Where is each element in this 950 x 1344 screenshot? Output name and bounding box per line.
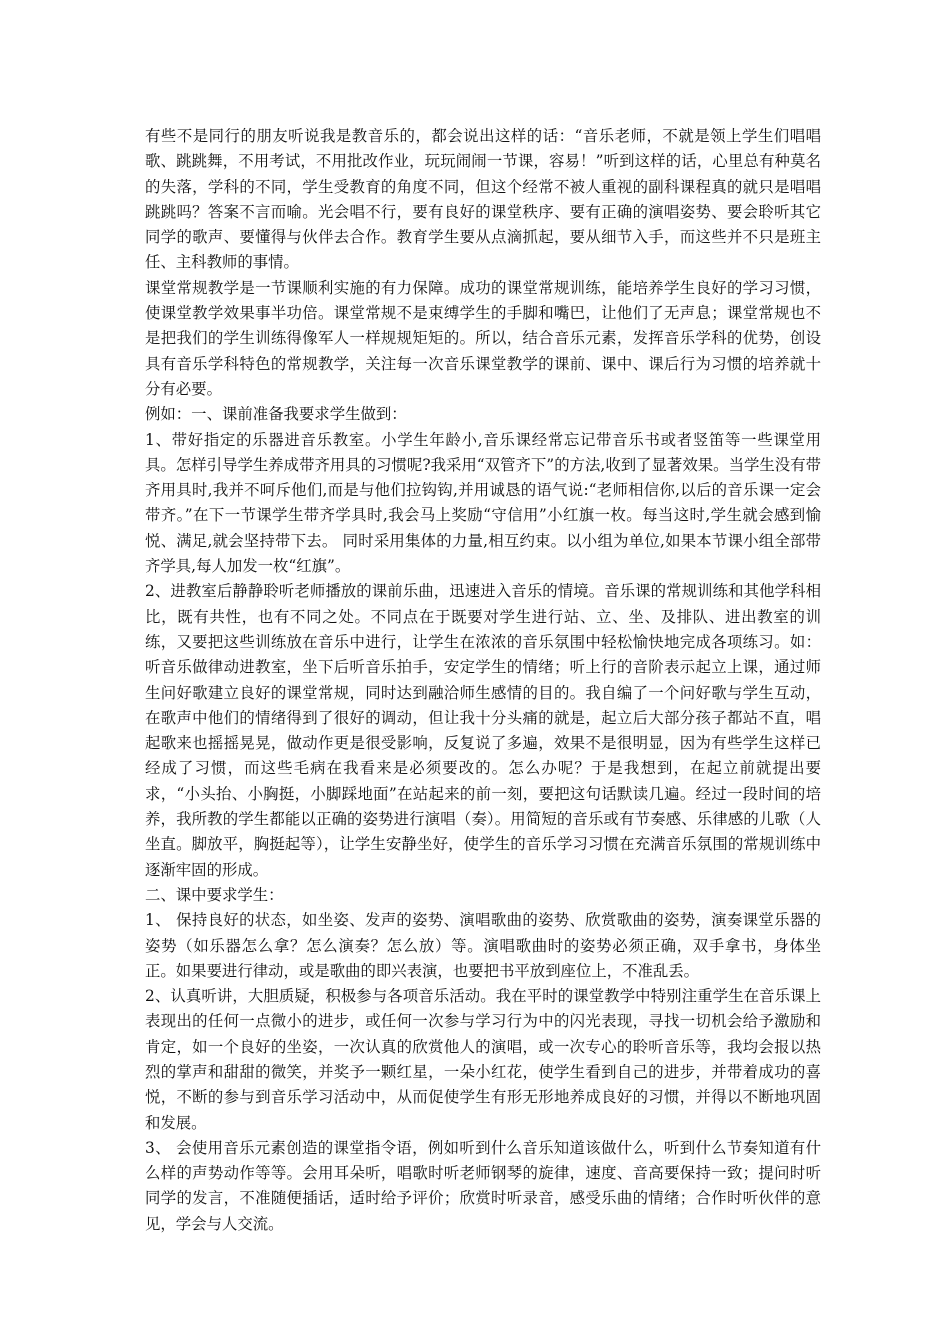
paragraph-intro: 有些不是同行的朋友听说我是教音乐的，都会说出这样的话：“音乐老师，不就是领上学生们唱唱歌、跳跳舞，不用考试，不用批改作业，玩玩闹闹一节课，容易！”听到这样的话，心里总有种莫名的失落，学科的不同，学生受教育的角度不同，但这个经常不被人重视的副科课程真的就只是唱唱跳跳吗？答案不言而喻。光会唱不行，要有良好的课堂秩序、要有正确的演唱姿势、要会聆听其它同学的歌声、要懂得与伙伴去合作。教育学生要从点滴抓起，要从细节入手，而这些并不只是班主任、主科教师的事情。 <box>145 127 821 272</box>
paragraph-item-1-instruments: 1、带好指定的乐器进音乐教室。小学生年龄小,音乐课经常忘记带音乐书或者竖笛等一些课堂用具。怎样引导学生养成带齐用具的习惯呢?我采用“双管齐下”的方法,收到了显著效果。当学生没有带齐用具时,我并不呵斥他们,而是与他们拉钩钩,并用诚恳的语气说:“老师相信你,以后的音乐课一定会带齐。”在下一节课学生带齐学具时,我会马上奖励“守信用”小红旗一枚。每当这时,学生就会感到愉悦、满足,就会坚持带下去。 同时采用集体的力量,相互约束。以小组为单位,如果本节课小组全部带齐学具,每人加发一枚“红旗”。 <box>145 430 821 576</box>
paragraph-item-2-participation: 2、认真听讲，大胆质疑，积极参与各项音乐活动。我在平时的课堂教学中特别注重学生在音乐课上表现出的任何一点微小的进步，或任何一次参与学习行为中的闪光表现，寻找一切机会给予激励和肯定，如一个良好的坐姿，一次认真的欣赏他人的演唱，或一次专心的聆听音乐等，我均会报以热烈的掌声和甜甜的微笑，并奖予一颗红星，一朵小红花，使学生看到自己的进步，并带着成功的喜悦，不断的参与到音乐学习活动中，从而促使学生有形无形地养成良好的习惯，并得以不断地巩固和发展。 <box>145 987 821 1132</box>
paragraph-item-1-posture: 1、 保持良好的状态，如坐姿、发声的姿势、演唱歌曲的姿势、欣赏歌曲的姿势，演奏课堂乐器的姿势（如乐器怎么拿？怎么演奏？怎么放）等。演唱歌曲时的姿势必须正确，双手拿书，身体坐正。如果要进行律动，或是歌曲的即兴表演，也要把书平放到座位上，不准乱丢。 <box>145 911 821 980</box>
document-body <box>145 124 821 1237</box>
paragraph-item-2-music-entry: 2、进教室后静静聆听老师播放的课前乐曲，迅速进入音乐的情境。音乐课的常规训练和其他学科相比，既有共性，也有不同之处。不同点在于既要对学生进行站、立、坐、及排队、进出教室的训练，又要把这些训练放在音乐中进行，让学生在浓浓的音乐氛围中轻松愉快地完成各项练习。如：听音乐做律动进教室，坐下后听音乐拍手，安定学生的情绪；听上行的音阶表示起立上课，通过师生问好歌建立良好的课堂常规，同时达到融洽师生感情的目的。我自编了一个问好歌与学生互动，在歌声中他们的情绪得到了很好的调动，但让我十分头痛的就是，起立后大部分孩子都站不直，唱起歌来也摇摇晃晃，做动作更是很受影响，反复说了多遍，效果不是很明显，因为有些学生这样已经成了习惯，而这些毛病在我看来是必须要改的。怎么办呢？于是我想到，在起立前就提出要求，“小头抬、小胸挺，小脚踩地面”在站起来的前一刻，要把这句话默读几遍。经过一段时间的培养，我所教的学生都能以正确的姿势进行演唱（奏）。用简短的音乐或有节奏感、乐律感的儿歌（人坐直。脚放平，胸挺起等），让学生安静坐好，使学生的音乐学习习惯在充满音乐氛围的常规训练中逐渐牢固的形成。 <box>145 582 821 879</box>
paragraph-classroom-routine: 课堂常规教学是一节课顺利实施的有力保障。成功的课堂常规训练，能培养学生良好的学习习惯，使课堂教学效果事半功倍。课堂常规不是束缚学生的手脚和嘴巴，让他们了无声息；课堂常规也不是把我们的学生训练得像军人一样规规矩矩的。所以，结合音乐元素，发挥音乐学科的优势，创设具有音乐学科特色的常规教学，关注每一次音乐课堂教学的课前、课中、课后行为习惯的培养就十分有必要。 <box>145 278 821 398</box>
paragraph-item-3-commands: 3、 会使用音乐元素创造的课堂指令语，例如听到什么音乐知道该做什么，听到什么节奏知道有什么样的声势动作等等。会用耳朵听，唱歌时听老师钢琴的旋律，速度、音高要保持一致；提问时听同学的发言，不准随便插话，适时给予评价；欣赏时听录音，感受乐曲的情绪；合作时听伙伴的意见，学会与人交流。 <box>145 1138 821 1233</box>
section-heading-before-class: 例如：一、课前准备我要求学生做到： <box>145 405 407 424</box>
section-heading-during-class: 二、课中要求学生： <box>145 885 284 904</box>
